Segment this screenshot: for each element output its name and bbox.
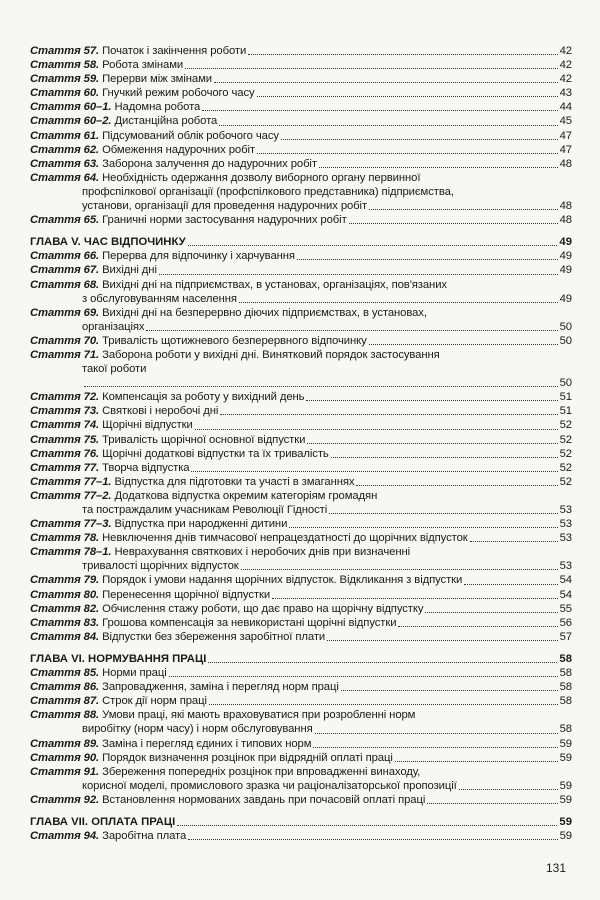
toc-entry — [30, 588, 572, 602]
dot-leader — [188, 839, 557, 840]
chapter-title: ГЛАВА VII. ОПЛАТА ПРАЦІ — [30, 815, 176, 828]
toc-entry-line — [30, 418, 572, 432]
toc-entry-line — [30, 765, 572, 779]
article-label: Стаття 86. — [30, 681, 100, 694]
toc-entry — [30, 100, 572, 114]
chapter-title: ГЛАВА V. ЧАС ВІДПОЧИНКУ — [30, 236, 186, 249]
article-title: Порядок і умови надання щорічних відпусток. Відкликання з відпустки — [102, 574, 463, 587]
toc-entry-line — [30, 433, 572, 447]
toc-page-ref: 52 — [559, 433, 572, 446]
dot-leader — [241, 569, 558, 570]
toc-entry-line — [30, 616, 572, 630]
article-title: Вихідні дні — [102, 264, 157, 277]
article-title: Перерва для відпочинку і харчування — [102, 250, 295, 263]
dot-leader — [315, 733, 558, 734]
toc-entry-continuation — [30, 559, 572, 573]
dot-leader — [313, 747, 557, 748]
article-label: Стаття 79. — [30, 574, 100, 587]
toc-entry-line — [30, 86, 572, 100]
toc-page-ref: 58 — [559, 723, 572, 736]
article-title-continued: з обслуговуванням населення — [82, 292, 237, 305]
dot-leader — [281, 139, 558, 140]
article-title: Підсумований облік робочого часу — [102, 129, 279, 142]
article-title: Умови праці, які мають враховуватися при розробленні норм — [102, 709, 416, 722]
article-label: Стаття 73. — [30, 405, 100, 418]
toc-page-ref: 56 — [559, 616, 572, 629]
dot-leader — [369, 209, 558, 210]
dot-leader — [272, 598, 558, 599]
toc-page-ref: 47 — [559, 143, 572, 156]
toc-page-ref: 59 — [559, 751, 572, 764]
toc-entry-line — [30, 666, 572, 680]
dot-leader — [398, 626, 557, 627]
article-label: Стаття 70. — [30, 334, 100, 347]
article-title: Неврахування святкових і неробочих днів при визначенні — [114, 546, 411, 559]
toc-entry-continuation — [30, 376, 572, 390]
article-label: Стаття 75. — [30, 433, 100, 446]
article-label: Стаття 85. — [30, 667, 100, 680]
article-title: Грошова компенсація за невикористані щорічні відпустки — [102, 616, 397, 629]
article-title: Щорічні додаткові відпустки та їх тривалість — [102, 447, 329, 460]
article-title-continued: виробітку (норм часу) і норм обслуговування — [82, 723, 313, 736]
toc-entry-continuation — [30, 199, 572, 213]
dot-leader — [195, 429, 558, 430]
dot-leader — [395, 761, 558, 762]
article-label: Стаття 78. — [30, 532, 100, 545]
toc-page-ref: 58 — [559, 667, 572, 680]
toc-page-ref: 59 — [559, 815, 572, 828]
toc-entry — [30, 475, 572, 489]
toc-entry-line — [30, 680, 572, 694]
toc-entry — [30, 129, 572, 143]
dot-leader — [219, 125, 557, 126]
toc-entry — [30, 447, 572, 461]
toc-entry-line — [30, 708, 572, 722]
toc-entry — [30, 143, 572, 157]
dot-leader — [425, 612, 557, 613]
article-title: Додаткова відпустка окремим категоріям громадян — [114, 489, 378, 502]
toc-page-ref: 53 — [559, 560, 572, 573]
article-label: Стаття 88. — [30, 709, 100, 722]
table-of-contents — [30, 44, 572, 843]
article-label: Стаття 84. — [30, 630, 100, 643]
article-label: Стаття 83. — [30, 616, 100, 629]
article-title: Норми праці — [102, 667, 167, 680]
toc-entry-line — [30, 489, 572, 503]
toc-page-ref: 49 — [559, 250, 572, 263]
toc-entry — [30, 58, 572, 72]
toc-page-ref: 51 — [559, 405, 572, 418]
dot-leader — [239, 302, 558, 303]
toc-entry-line — [30, 588, 572, 602]
toc-entry-continuation — [30, 362, 572, 376]
toc-entry — [30, 666, 572, 680]
toc-entry-line — [30, 751, 572, 765]
toc-entry — [30, 793, 572, 807]
toc-entry-line — [30, 545, 572, 559]
toc-entry — [30, 157, 572, 171]
article-label: Стаття 66. — [30, 250, 100, 263]
toc-entry-line — [30, 334, 572, 348]
toc-page-ref: 47 — [559, 129, 572, 142]
article-title: Святкові і неробочі дні — [102, 405, 219, 418]
dot-leader — [159, 274, 558, 275]
article-label: Стаття 89. — [30, 737, 100, 750]
dot-leader — [202, 110, 557, 111]
toc-entry — [30, 765, 572, 793]
toc-page-ref: 52 — [559, 419, 572, 432]
toc-page-ref: 44 — [559, 101, 572, 114]
toc-entry — [30, 751, 572, 765]
toc-entry-line — [30, 114, 572, 128]
toc-page-ref: 43 — [559, 87, 572, 100]
toc-entry-line — [30, 694, 572, 708]
toc-entry — [30, 545, 572, 573]
toc-entry — [30, 334, 572, 348]
article-title: Щорічні відпустки — [102, 419, 193, 432]
toc-entry-line — [30, 461, 572, 475]
dot-leader — [257, 96, 558, 97]
toc-entry — [30, 213, 572, 227]
dot-leader — [307, 443, 557, 444]
article-title-continued: корисної моделі, промислового зразка чи раціоналізаторської пропозиції — [82, 779, 457, 792]
toc-page-ref: 50 — [559, 320, 572, 333]
article-label: Стаття 72. — [30, 391, 100, 404]
toc-entry-line — [30, 143, 572, 157]
toc-entry — [30, 306, 572, 334]
article-title: Обмеження надурочних робіт — [102, 143, 255, 156]
toc-entry-continuation — [30, 779, 572, 793]
article-label: Стаття 60–2. — [30, 115, 112, 128]
article-title: Перенесення щорічної відпустки — [102, 588, 271, 601]
dot-leader — [349, 223, 558, 224]
article-title: Невключення днів тимчасової непрацездатності до щорічних відпусток — [102, 532, 468, 545]
toc-entry — [30, 616, 572, 630]
article-title-continued: профспілкової організації (профспілкового представника) підприємства, — [82, 185, 454, 198]
toc-entry-line — [30, 58, 572, 72]
toc-chapter-heading — [30, 235, 572, 249]
dot-leader — [169, 676, 558, 677]
article-title-continued: організаціях — [82, 320, 145, 333]
article-title: Відпустка при народженні дитини — [114, 518, 288, 531]
toc-entry-line — [30, 72, 572, 86]
article-title: Заборона роботи у вихідні дні. Винятковий порядок застосування — [102, 348, 440, 361]
article-title: Строк дії норм праці — [102, 695, 207, 708]
article-label: Стаття 77–3. — [30, 518, 112, 531]
toc-entry-line — [30, 278, 572, 292]
article-label: Стаття 61. — [30, 129, 100, 142]
dot-leader — [214, 82, 558, 83]
toc-entry-line — [30, 44, 572, 58]
toc-entry — [30, 680, 572, 694]
article-label: Стаття 94. — [30, 830, 100, 843]
toc-page-ref: 49 — [559, 264, 572, 277]
article-label: Стаття 59. — [30, 73, 100, 86]
dot-leader — [369, 344, 558, 345]
dot-leader — [427, 803, 557, 804]
toc-page-ref: 57 — [559, 630, 572, 643]
dot-leader — [146, 330, 557, 331]
toc-chapter-heading — [30, 652, 572, 666]
article-label: Стаття 58. — [30, 59, 100, 72]
toc-entry-line — [30, 475, 572, 489]
toc-entry — [30, 531, 572, 545]
toc-page-ref: 45 — [559, 115, 572, 128]
article-title: Перерви між змінами — [102, 73, 212, 86]
toc-entry-line — [30, 263, 572, 277]
toc-entry-line — [30, 447, 572, 461]
toc-entry-continuation — [30, 185, 572, 199]
toc-entry-line — [30, 793, 572, 807]
article-label: Стаття 57. — [30, 45, 100, 57]
dot-leader — [248, 54, 557, 55]
article-label: Стаття 62. — [30, 143, 100, 156]
toc-entry-line — [30, 157, 572, 171]
article-title: Дистанційна робота — [114, 115, 218, 128]
article-label: Стаття 64. — [30, 171, 100, 184]
toc-entry-continuation — [30, 722, 572, 736]
dot-leader — [459, 789, 558, 790]
toc-page-ref: 58 — [559, 652, 572, 665]
article-label: Стаття 60. — [30, 87, 100, 100]
article-title: Вихідні дні на підприємствах, в установах, організаціях, пов'язаних — [102, 278, 447, 291]
article-title: Відпустки без збереження заробітної плати — [102, 630, 326, 643]
dot-leader — [220, 414, 557, 415]
toc-page-ref: 54 — [559, 574, 572, 587]
toc-entry — [30, 404, 572, 418]
article-title: Запровадження, заміна і перегляд норм праці — [102, 681, 339, 694]
toc-entry — [30, 517, 572, 531]
dot-leader — [464, 584, 557, 585]
toc-page-ref: 48 — [559, 214, 572, 227]
toc-entry — [30, 86, 572, 100]
toc-entry-line — [30, 129, 572, 143]
toc-entry-line — [30, 390, 572, 404]
toc-page-ref: 48 — [559, 200, 572, 213]
article-label: Стаття 90. — [30, 751, 100, 764]
toc-page-ref: 52 — [559, 447, 572, 460]
article-label: Стаття 78–1. — [30, 546, 112, 559]
toc-entry — [30, 418, 572, 432]
toc-entry-line — [30, 100, 572, 114]
dot-leader — [329, 513, 558, 514]
dot-leader — [297, 259, 558, 260]
toc-entry — [30, 829, 572, 843]
article-title: Обчислення стажу роботи, що дає право на щорічну відпустку — [102, 602, 424, 615]
toc-entry — [30, 44, 572, 58]
toc-entry-line — [30, 737, 572, 751]
toc-entry — [30, 171, 572, 213]
toc-page-ref: 50 — [559, 334, 572, 347]
article-title: Збереження попередніх розцінок при впровадженні винаходу, — [102, 765, 421, 778]
dot-leader — [306, 400, 557, 401]
toc-page-ref: 42 — [559, 59, 572, 72]
dot-leader — [84, 386, 558, 387]
article-label: Стаття 69. — [30, 306, 100, 319]
toc-entry-line — [30, 404, 572, 418]
article-title: Відпустка для підготовки та участі в змаганнях — [114, 475, 355, 488]
toc-entry — [30, 114, 572, 128]
article-title: Вихідні дні на безперервно діючих підприємствах, в установах, — [102, 306, 427, 319]
toc-page-ref: 52 — [559, 475, 572, 488]
article-label: Стаття 65. — [30, 214, 100, 227]
article-label: Стаття 92. — [30, 793, 100, 806]
dot-leader — [470, 541, 558, 542]
toc-entry — [30, 278, 572, 306]
toc-page-ref: 51 — [559, 391, 572, 404]
toc-page-ref: 55 — [559, 602, 572, 615]
toc-entry — [30, 489, 572, 517]
dot-leader — [191, 471, 557, 472]
article-label: Стаття 74. — [30, 419, 100, 432]
toc-page-ref: 58 — [559, 681, 572, 694]
dot-leader — [341, 690, 558, 691]
article-title-continued: тривалості щорічних відпусток — [82, 560, 239, 573]
toc-entry-line — [30, 171, 572, 185]
toc-page-ref: 54 — [559, 588, 572, 601]
toc-entry — [30, 390, 572, 404]
article-title-continued: установи, організації для проведення надурочних робіт — [82, 200, 368, 213]
article-label: Стаття 68. — [30, 278, 100, 291]
toc-page-ref: 52 — [559, 461, 572, 474]
toc-entry — [30, 461, 572, 475]
toc-entry — [30, 737, 572, 751]
toc-entry — [30, 348, 572, 390]
article-title: Тривалість щорічної основної відпустки — [102, 433, 306, 446]
dot-leader — [319, 167, 558, 168]
toc-entry-line — [30, 829, 572, 843]
toc-page-ref: 53 — [559, 518, 572, 531]
toc-page-ref: 53 — [559, 532, 572, 545]
dot-leader — [289, 527, 557, 528]
toc-page-ref: 49 — [559, 292, 572, 305]
article-label: Стаття 82. — [30, 602, 100, 615]
toc-page-ref: 50 — [559, 377, 572, 390]
article-title: Початок і закінчення роботи — [102, 45, 247, 57]
dot-leader — [331, 457, 558, 458]
toc-entry — [30, 72, 572, 86]
toc-entry — [30, 630, 572, 644]
article-label: Стаття 87. — [30, 695, 100, 708]
toc-page-ref: 59 — [559, 830, 572, 843]
article-title-continued: такої роботи — [82, 363, 147, 376]
article-title: Заміна і перегляд єдиних і типових норм — [102, 737, 312, 750]
chapter-title: ГЛАВА VI. НОРМУВАННЯ ПРАЦІ — [30, 652, 207, 665]
toc-entry — [30, 263, 572, 277]
article-label: Стаття 63. — [30, 157, 100, 170]
toc-chapter-heading — [30, 815, 572, 829]
dot-leader — [209, 704, 558, 705]
article-title: Встановлення нормованих завдань при почасовій оплаті праці — [102, 793, 426, 806]
toc-page-ref: 59 — [559, 793, 572, 806]
toc-entry — [30, 433, 572, 447]
article-title: Компенсація за роботу у вихідний день — [102, 391, 305, 404]
toc-entry-continuation — [30, 320, 572, 334]
article-title: Тривалість щотижневого безперервного відпочинку — [102, 334, 367, 347]
toc-entry — [30, 573, 572, 587]
dot-leader — [177, 825, 557, 826]
article-title: Робота змінами — [102, 59, 184, 72]
toc-entry-continuation — [30, 292, 572, 306]
toc-entry-line — [30, 517, 572, 531]
dot-leader — [208, 662, 557, 663]
article-label: Стаття 67. — [30, 264, 100, 277]
toc-entry — [30, 708, 572, 736]
dot-leader — [257, 153, 558, 154]
toc-entry-line — [30, 213, 572, 227]
article-label: Стаття 71. — [30, 348, 100, 361]
article-title: Заробітна плата — [102, 830, 187, 843]
toc-entry-line — [30, 249, 572, 263]
article-label: Стаття 77–1. — [30, 475, 112, 488]
article-title: Необхідність одержання дозволу виборного органу первинної — [102, 171, 421, 184]
toc-entry-line — [30, 630, 572, 644]
toc-entry — [30, 249, 572, 263]
article-title: Граничні норми застосування надурочних робіт — [102, 214, 347, 227]
article-title-continued: та постраждалим учасникам Революції Гідності — [82, 504, 328, 516]
dot-leader — [327, 640, 558, 641]
article-title: Надомна робота — [114, 101, 201, 114]
toc-page-ref: 59 — [559, 737, 572, 750]
toc-entry-continuation — [30, 503, 572, 517]
article-label: Стаття 77. — [30, 461, 100, 474]
article-title: Порядок визначення розцінок при відрядній оплаті праці — [102, 751, 393, 764]
toc-page-ref: 42 — [559, 73, 572, 86]
dot-leader — [188, 245, 558, 246]
toc-page-ref: 48 — [559, 157, 572, 170]
article-label: Стаття 91. — [30, 765, 100, 778]
toc-page-ref: 59 — [559, 779, 572, 792]
article-title: Заборона залучення до надурочних робіт — [102, 157, 317, 170]
toc-entry-line — [30, 348, 572, 362]
toc-entry-line — [30, 602, 572, 616]
toc-entry-line — [30, 573, 572, 587]
dot-leader — [356, 485, 557, 486]
article-label: Стаття 80. — [30, 588, 100, 601]
toc-entry-line — [30, 306, 572, 320]
toc-entry — [30, 694, 572, 708]
toc-page-ref: 53 — [559, 504, 572, 516]
toc-page-ref: 42 — [559, 45, 572, 57]
toc-page-ref: 49 — [559, 236, 572, 249]
article-label: Стаття 77–2. — [30, 489, 112, 502]
toc-page-ref: 58 — [559, 695, 572, 708]
article-title: Гнучкий режим робочого часу — [102, 87, 255, 100]
page-number: 131 — [545, 861, 566, 875]
toc-entry — [30, 602, 572, 616]
article-label: Стаття 60–1. — [30, 101, 112, 114]
dot-leader — [185, 68, 558, 69]
article-title: Творча відпустка — [102, 461, 190, 474]
article-label: Стаття 76. — [30, 447, 100, 460]
toc-entry-line — [30, 531, 572, 545]
